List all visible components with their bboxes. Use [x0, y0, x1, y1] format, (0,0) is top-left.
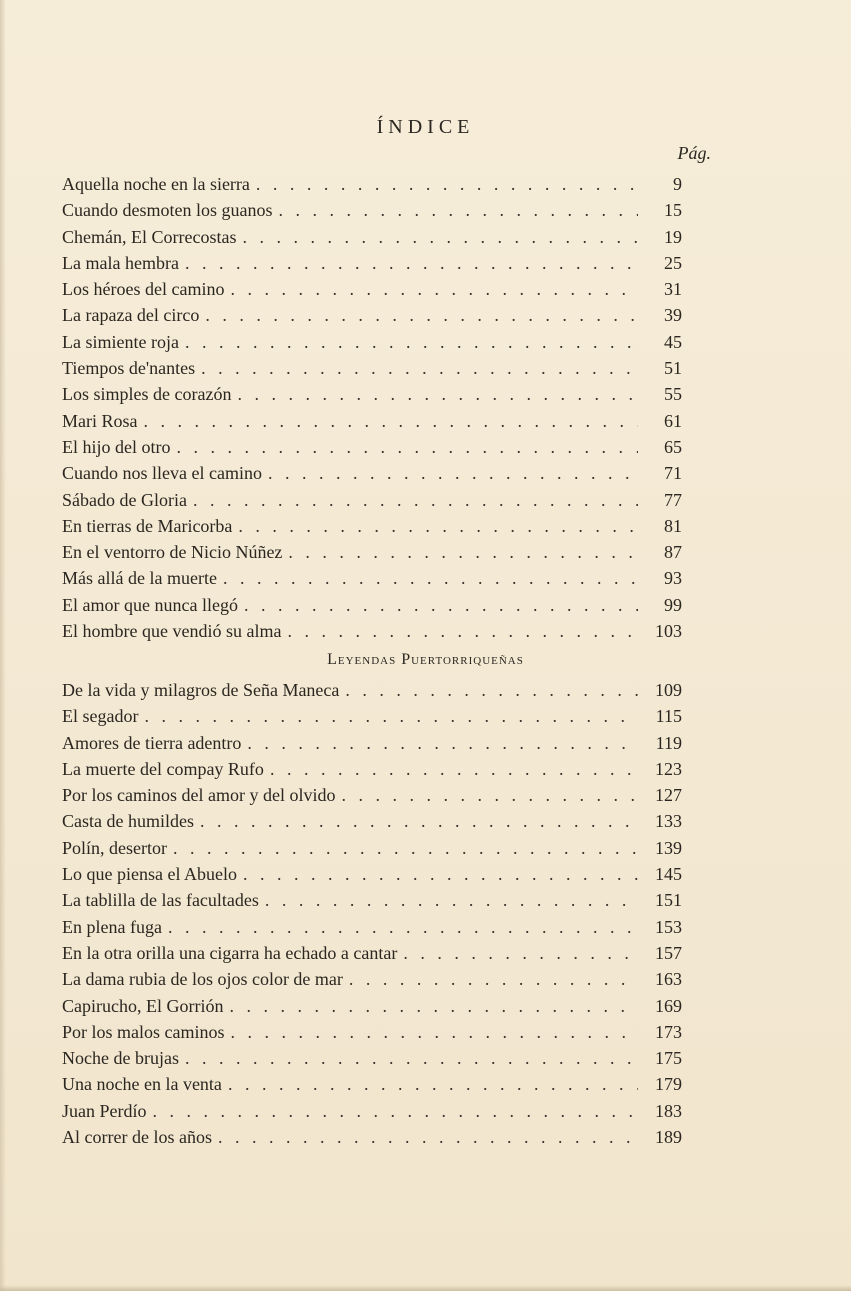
dot-leader: [212, 1124, 638, 1150]
toc-entry-title: La dama rubia de los ojos color de mar: [62, 969, 343, 990]
toc-entry-title: En el ventorro de Nicio Núñez: [62, 542, 283, 563]
toc-list-leyendas: [62, 677, 682, 1150]
toc-entry-page: 61: [664, 410, 682, 431]
toc-entry-page: 19: [664, 226, 682, 247]
dot-leader: [194, 808, 638, 834]
page-edge-bottom: [0, 1285, 851, 1291]
dot-leader: [187, 487, 638, 513]
toc-entry: [62, 224, 682, 250]
toc-entry-page: 99: [664, 594, 682, 615]
toc-entry-title: Aquella noche en la sierra: [62, 174, 250, 194]
toc-entry-title: Sábado de Gloria: [62, 489, 187, 510]
toc-entry-title: La rapaza del circo: [62, 305, 200, 326]
toc-entry-page: 45: [664, 331, 682, 352]
dot-leader: [250, 171, 638, 197]
toc-entry: [62, 171, 682, 197]
toc-entry-title: Juan Perdío: [62, 1100, 147, 1121]
toc-entry-page: 77: [664, 489, 682, 510]
toc-entry: [62, 618, 682, 644]
toc-entry-title: Más allá de la muerte: [62, 568, 217, 589]
toc-entry: [62, 993, 682, 1019]
toc-entry: [62, 730, 682, 756]
toc-entry: [62, 513, 682, 539]
section-title: Leyendas Puertorriqueñas: [327, 651, 524, 668]
toc-entry-page: 93: [664, 568, 682, 589]
dot-leader: [179, 250, 638, 276]
toc-entry-page: 25: [664, 252, 682, 273]
toc-entry-page: 87: [664, 542, 682, 563]
page-edge-left: [0, 0, 6, 1291]
toc-entry-page: 31: [664, 279, 682, 300]
toc-entry-title: Cuando desmoten los guanos: [62, 200, 273, 221]
toc-entry-page: 109: [655, 680, 682, 700]
dot-leader: [222, 1071, 638, 1097]
toc-entry: [62, 835, 682, 861]
page-column-header: Pág.: [677, 143, 711, 163]
toc-entry-page: 65: [664, 436, 682, 457]
dot-leader: [195, 355, 638, 381]
dot-leader: [262, 460, 638, 486]
toc-entry-title: Los héroes del camino: [62, 279, 225, 300]
toc-entry-page: 9: [673, 174, 682, 194]
toc-entry-page: 115: [655, 706, 682, 727]
toc-entry-title: En tierras de Maricorba: [62, 515, 233, 536]
toc-entry-page: 151: [655, 890, 682, 911]
toc-entry-page: 133: [655, 811, 682, 832]
toc-entry-title: La muerte del compay Rufo: [62, 758, 264, 779]
toc-entry-title: En la otra orilla una cigarra ha echado a cantar: [62, 942, 398, 963]
toc-entry-title: Una noche en la venta: [62, 1074, 222, 1095]
toc-entry-page: 127: [655, 785, 682, 806]
toc-entry: [62, 914, 682, 940]
dot-leader: [238, 592, 638, 618]
dot-leader: [343, 966, 638, 992]
toc-entry-title: Casta de humildes: [62, 811, 194, 832]
page-title: ÍNDICE: [376, 116, 475, 138]
dot-leader: [241, 730, 638, 756]
toc-entry-title: Al correr de los años: [62, 1127, 212, 1148]
toc-entry-page: 179: [655, 1074, 682, 1095]
toc-entry: [62, 1124, 682, 1150]
toc-entry: [62, 861, 682, 887]
toc-entry: [62, 1098, 682, 1124]
toc-entry-title: El hijo del otro: [62, 436, 171, 457]
toc-entry: [62, 887, 682, 913]
dot-leader: [237, 861, 638, 887]
toc-entry: [62, 808, 682, 834]
toc-entry-page: 119: [655, 732, 682, 753]
toc-entry-title: En plena fuga: [62, 916, 162, 937]
toc-entry-title: El amor que nunca llegó: [62, 594, 238, 615]
toc-entry-page: 15: [664, 200, 682, 221]
toc-entry-page: 123: [655, 758, 682, 779]
toc-entry-page: 139: [655, 837, 682, 858]
toc-entry-title: Por los caminos del amor y del olvido: [62, 785, 336, 806]
toc-list-main: [62, 171, 682, 644]
dot-leader: [259, 887, 638, 913]
dot-leader: [272, 197, 638, 223]
toc-entry-page: 81: [664, 515, 682, 536]
dot-leader: [264, 756, 638, 782]
toc-entry-title: Capirucho, El Gorrión: [62, 995, 224, 1016]
toc-entry: [62, 539, 682, 565]
toc-entry-title: Chemán, El Correcostas: [62, 226, 237, 247]
toc-entry-page: 71: [664, 463, 682, 484]
toc-entry: [62, 677, 682, 703]
dot-leader: [223, 993, 638, 1019]
dot-leader: [167, 835, 638, 861]
toc-entry-title: De la vida y milagros de Seña Maneca: [62, 680, 340, 700]
dot-leader: [225, 1019, 639, 1045]
toc-entry-title: La mala hembra: [62, 252, 179, 273]
toc-entry-page: 51: [664, 358, 682, 379]
dot-leader: [397, 940, 638, 966]
toc-entry-title: Noche de brujas: [62, 1048, 179, 1069]
dot-leader: [179, 1045, 638, 1071]
dot-leader: [236, 224, 638, 250]
toc-entry-page: 153: [655, 916, 682, 937]
dot-leader: [199, 302, 638, 328]
dot-leader: [224, 276, 638, 302]
dot-leader: [231, 381, 638, 407]
toc-entry: [62, 487, 682, 513]
toc-entry-title: Polín, desertor: [62, 837, 167, 858]
toc-entry: [62, 1071, 682, 1097]
toc-entry: [62, 434, 682, 460]
dot-leader: [162, 914, 638, 940]
toc-entry: [62, 302, 682, 328]
toc-entry-title: Cuando nos lleva el camino: [62, 463, 262, 484]
dot-leader: [335, 782, 638, 808]
toc-entry: [62, 966, 682, 992]
dot-leader: [138, 703, 638, 729]
toc-entry-page: 173: [655, 1021, 682, 1042]
dot-leader: [217, 565, 638, 591]
toc-entry-title: El hombre que vendió su alma: [62, 621, 282, 642]
toc-entry: [62, 197, 682, 223]
toc-entry: [62, 460, 682, 486]
toc-entry: [62, 329, 682, 355]
toc-entry: [62, 381, 682, 407]
toc-entry-title: La tablilla de las facultades: [62, 890, 259, 911]
toc-entry-title: Por los malos caminos: [62, 1021, 225, 1042]
toc-entry-page: 103: [655, 621, 682, 642]
dot-leader: [170, 434, 638, 460]
dot-leader: [138, 408, 639, 434]
dot-leader: [179, 329, 638, 355]
toc-entry-title: Mari Rosa: [62, 410, 138, 431]
toc-entry-page: 175: [655, 1048, 682, 1069]
toc-entry-title: La simiente roja: [62, 331, 179, 352]
toc-entry: [62, 1019, 682, 1045]
toc-entry: [62, 1045, 682, 1071]
toc-entry-page: 145: [655, 864, 682, 885]
toc-entry: [62, 565, 682, 591]
dot-leader: [147, 1098, 639, 1124]
toc-entry-page: 55: [664, 384, 682, 405]
toc-entry: [62, 782, 682, 808]
dot-leader: [282, 539, 638, 565]
dot-leader: [339, 677, 638, 703]
toc-entry: [62, 703, 682, 729]
toc-entry-title: Los simples de corazón: [62, 384, 232, 405]
toc-entry-title: Amores de tierra adentro: [62, 732, 242, 753]
toc-entry-page: 183: [655, 1100, 682, 1121]
toc-entry-page: 157: [655, 942, 682, 963]
toc-entry: [62, 355, 682, 381]
toc-entry: [62, 592, 682, 618]
toc-entry-title: Tiempos de'nantes: [62, 358, 196, 379]
toc-entry-page: 39: [664, 305, 682, 326]
toc-entry: [62, 276, 682, 302]
toc-entry-page: 189: [655, 1127, 682, 1148]
toc-entry-page: 163: [655, 969, 682, 990]
toc-entry: [62, 250, 682, 276]
toc-entry-title: El segador: [62, 706, 139, 727]
toc-entry: [62, 756, 682, 782]
dot-leader: [281, 618, 638, 644]
dot-leader: [232, 513, 638, 539]
toc-entry-page: 169: [655, 995, 682, 1016]
toc-entry-title: Lo que piensa el Abuelo: [62, 864, 237, 885]
toc-entry: [62, 940, 682, 966]
toc-entry: [62, 408, 682, 434]
